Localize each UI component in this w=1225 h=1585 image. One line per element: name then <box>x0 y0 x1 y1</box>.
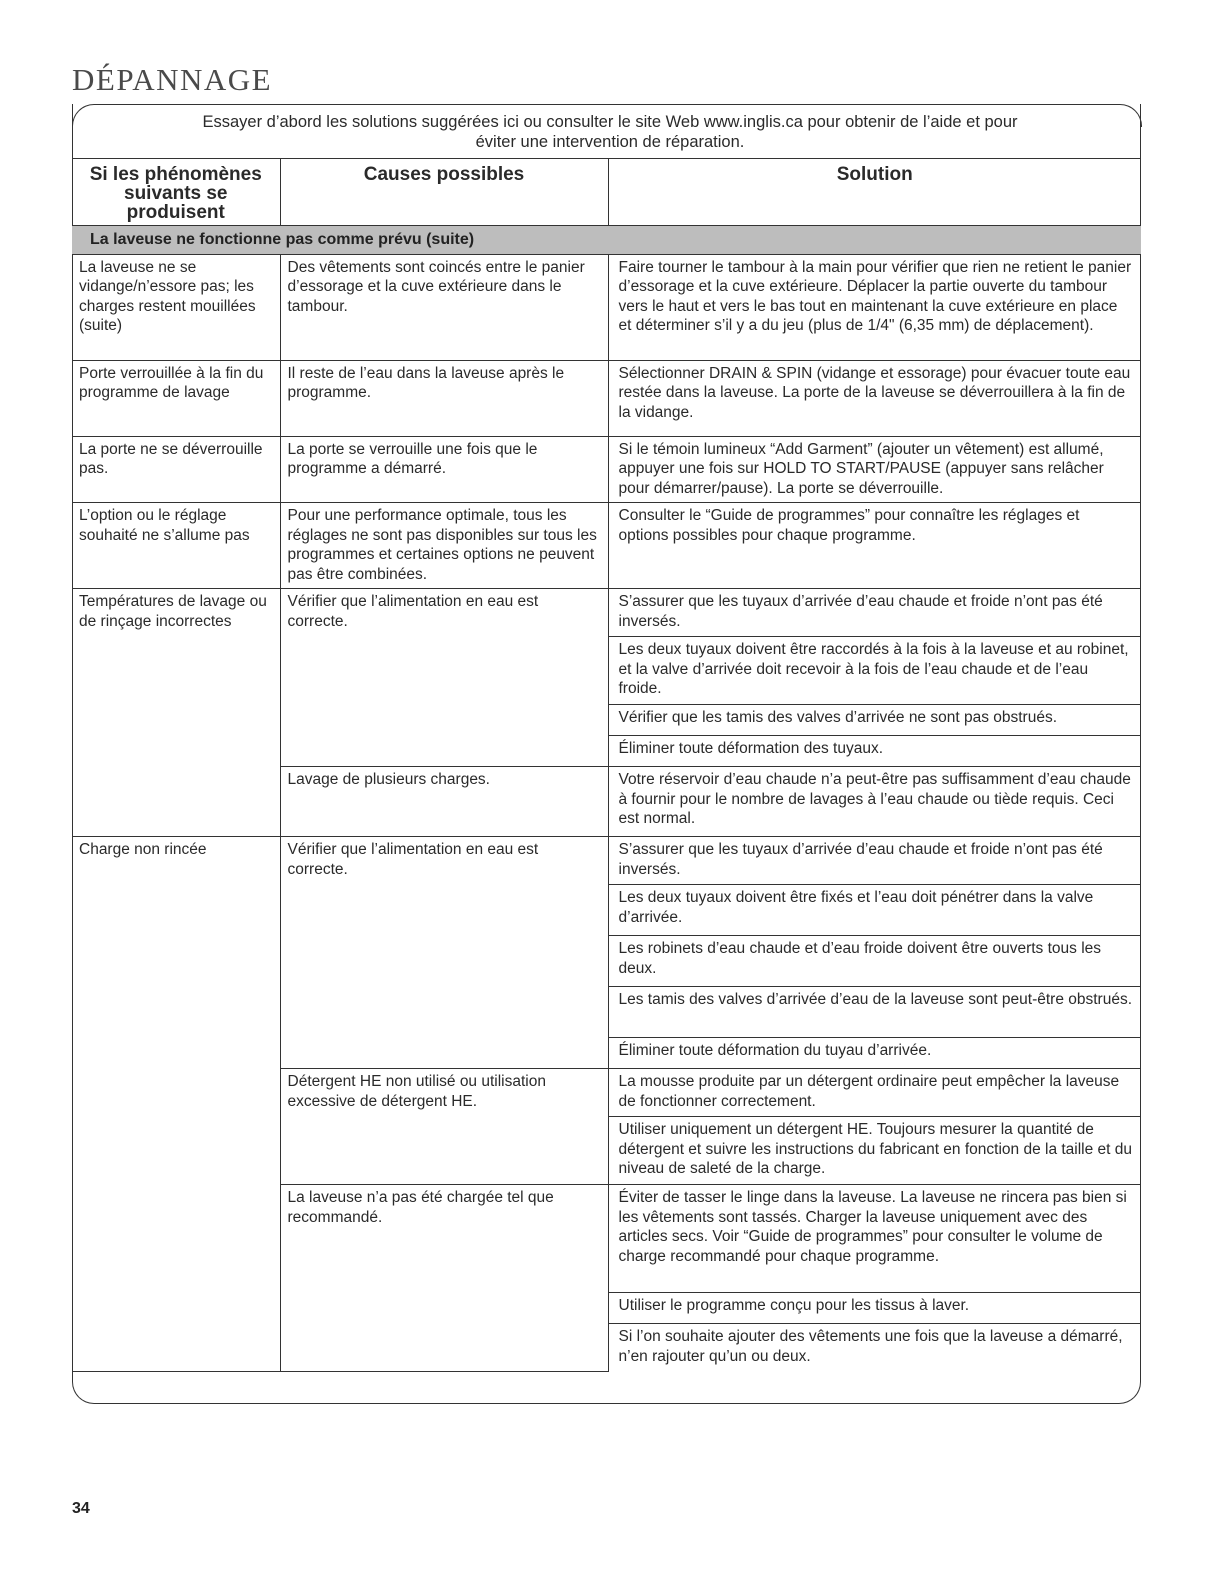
intro-text: Essayer d’abord les solutions suggérées ici ou consulter le site Web www.inglis.ca pour obtenir de l’aide et pour éviter une intervention de réparation. <box>202 113 1018 151</box>
solution-cell: Les deux tuyaux doivent être fixés et l’eau doit pénétrer dans la valve d’arrivée. <box>608 885 1141 936</box>
solution-cell: S’assurer que les tuyaux d’arrivée d’eau chaude et froide n’ont pas été inversés. <box>608 837 1141 885</box>
section-row <box>72 226 1141 255</box>
table-row <box>72 254 1141 360</box>
solution-cell: Faire tourner le tambour à la main pour vérifier que rien ne retient le panier d’essorage et la cuve extérieure. Déplacer la partie ouverte du tambour vers le haut et vers le bas tout en maintenant la cuve extérieure en place et déterminer s’il y a du jeu (plus de 1/4" (6,35 mm) de déplacement). <box>608 254 1141 360</box>
header-causes: Causes possibles <box>280 159 608 226</box>
solution-cell: Sélectionner DRAIN & SPIN (vidange et essorage) pour évacuer toute eau restée dans la laveuse. La porte de la laveuse se déverrouillera à la fin de la vidange. <box>608 360 1141 436</box>
solution-cell: Votre réservoir d’eau chaude n’a peut-être pas suffisamment d’eau chaude à fournir pour le nombre de lavages à l’eau chaude ou tiède requis. Ceci est normal. <box>608 767 1141 837</box>
cause-cell: Lavage de plusieurs charges. <box>280 767 608 837</box>
solution-cell: Éviter de tasser le linge dans la laveuse. La laveuse ne rincera pas bien si les vêtements sont tassés. Charger la laveuse uniquement avec des articles secs. Voir “Guide de programmes” pour consulter le volume de charge recommandé pour chaque programme. <box>608 1185 1141 1293</box>
cause-cell: Détergent HE non utilisé ou utilisation excessive de détergent HE. <box>280 1069 608 1185</box>
problem-cell: La laveuse ne se vidange/n’essore pas; les charges restent mouillées (suite) <box>72 254 280 360</box>
solution-cell: Les robinets d’eau chaude et d’eau froide doivent être ouverts tous les deux. <box>608 936 1141 987</box>
page-title: DÉPANNAGE <box>72 62 273 97</box>
problem-cell: La porte ne se déverrouille pas. <box>72 436 280 503</box>
solution-cell: Utiliser le programme conçu pour les tissus à laver. <box>608 1293 1141 1324</box>
page-number: 34 <box>72 1500 90 1517</box>
table-header-row <box>72 159 1141 226</box>
solution-cell: Si le témoin lumineux “Add Garment” (ajouter un vêtement) est allumé, appuyer une fois sur HOLD TO START/PAUSE (appuyer sans relâcher pour démarrer/pause). La porte se déverrouille. <box>608 436 1141 503</box>
table-row <box>72 837 1141 885</box>
solution-cell: Si l’on souhaite ajouter des vêtements une fois que la laveuse a démarré, n’en rajouter qu’un ou deux. <box>608 1324 1141 1372</box>
table-row <box>72 436 1141 503</box>
cause-cell: Il reste de l’eau dans la laveuse après le programme. <box>280 360 608 436</box>
troubleshooting-table <box>72 158 1141 1372</box>
cause-cell: Vérifier que l’alimentation en eau est correcte. <box>280 589 608 767</box>
problem-cell: L’option ou le réglage souhaité ne s’allume pas <box>72 503 280 589</box>
section-title: La laveuse ne fonctionne pas comme prévu (suite) <box>72 226 1141 255</box>
solution-cell: La mousse produite par un détergent ordinaire peut empêcher la laveuse de fonctionner correctement. <box>608 1069 1141 1117</box>
cause-cell: Vérifier que l’alimentation en eau est correcte. <box>280 837 608 1069</box>
solution-cell: Les tamis des valves d’arrivée d’eau de la laveuse sont peut-être obstrués. <box>608 987 1141 1038</box>
cause-cell: La laveuse n’a pas été chargée tel que recommandé. <box>280 1185 608 1372</box>
solution-cell: Utiliser uniquement un détergent HE. Toujours mesurer la quantité de détergent et suivre les instructions du fabricant en fonction de la taille et du niveau de saleté de la charge. <box>608 1117 1141 1185</box>
problem-cell: Charge non rincée <box>72 837 280 1372</box>
cause-cell: Pour une performance optimale, tous les réglages ne sont pas disponibles sur tous les programmes et certaines options ne peuvent pas être combinées. <box>280 503 608 589</box>
header-solution: Solution <box>608 159 1141 226</box>
table-row <box>72 503 1141 589</box>
frame-top-divider <box>94 104 1119 105</box>
solution-cell: Vérifier que les tamis des valves d’arrivée ne sont pas obstrués. <box>608 705 1141 736</box>
solution-cell: Éliminer toute déformation du tuyau d’arrivée. <box>608 1038 1141 1069</box>
header-problem: Si les phénomènes suivants se produisent <box>72 159 280 226</box>
cause-cell: Des vêtements sont coincés entre le panier d’essorage et la cuve extérieure dans le tambour. <box>280 254 608 360</box>
table-row <box>72 589 1141 637</box>
problem-cell: Porte verrouillée à la fin du programme de lavage <box>72 360 280 436</box>
solution-cell: Consulter le “Guide de programmes” pour connaître les réglages et options possibles pour chaque programme. <box>608 503 1141 589</box>
table-row <box>72 360 1141 436</box>
problem-cell: Températures de lavage ou de rinçage incorrectes <box>72 589 280 837</box>
solution-cell: Éliminer toute déformation des tuyaux. <box>608 736 1141 767</box>
cause-cell: La porte se verrouille une fois que le programme a démarré. <box>280 436 608 503</box>
solution-cell: S’assurer que les tuyaux d’arrivée d’eau chaude et froide n’ont pas été inversés. <box>608 589 1141 637</box>
solution-cell: Les deux tuyaux doivent être raccordés à la fois à la laveuse et au robinet, et la valve d’arrivée doit recevoir à la fois de l’eau chaude et de l’eau froide. <box>608 637 1141 705</box>
